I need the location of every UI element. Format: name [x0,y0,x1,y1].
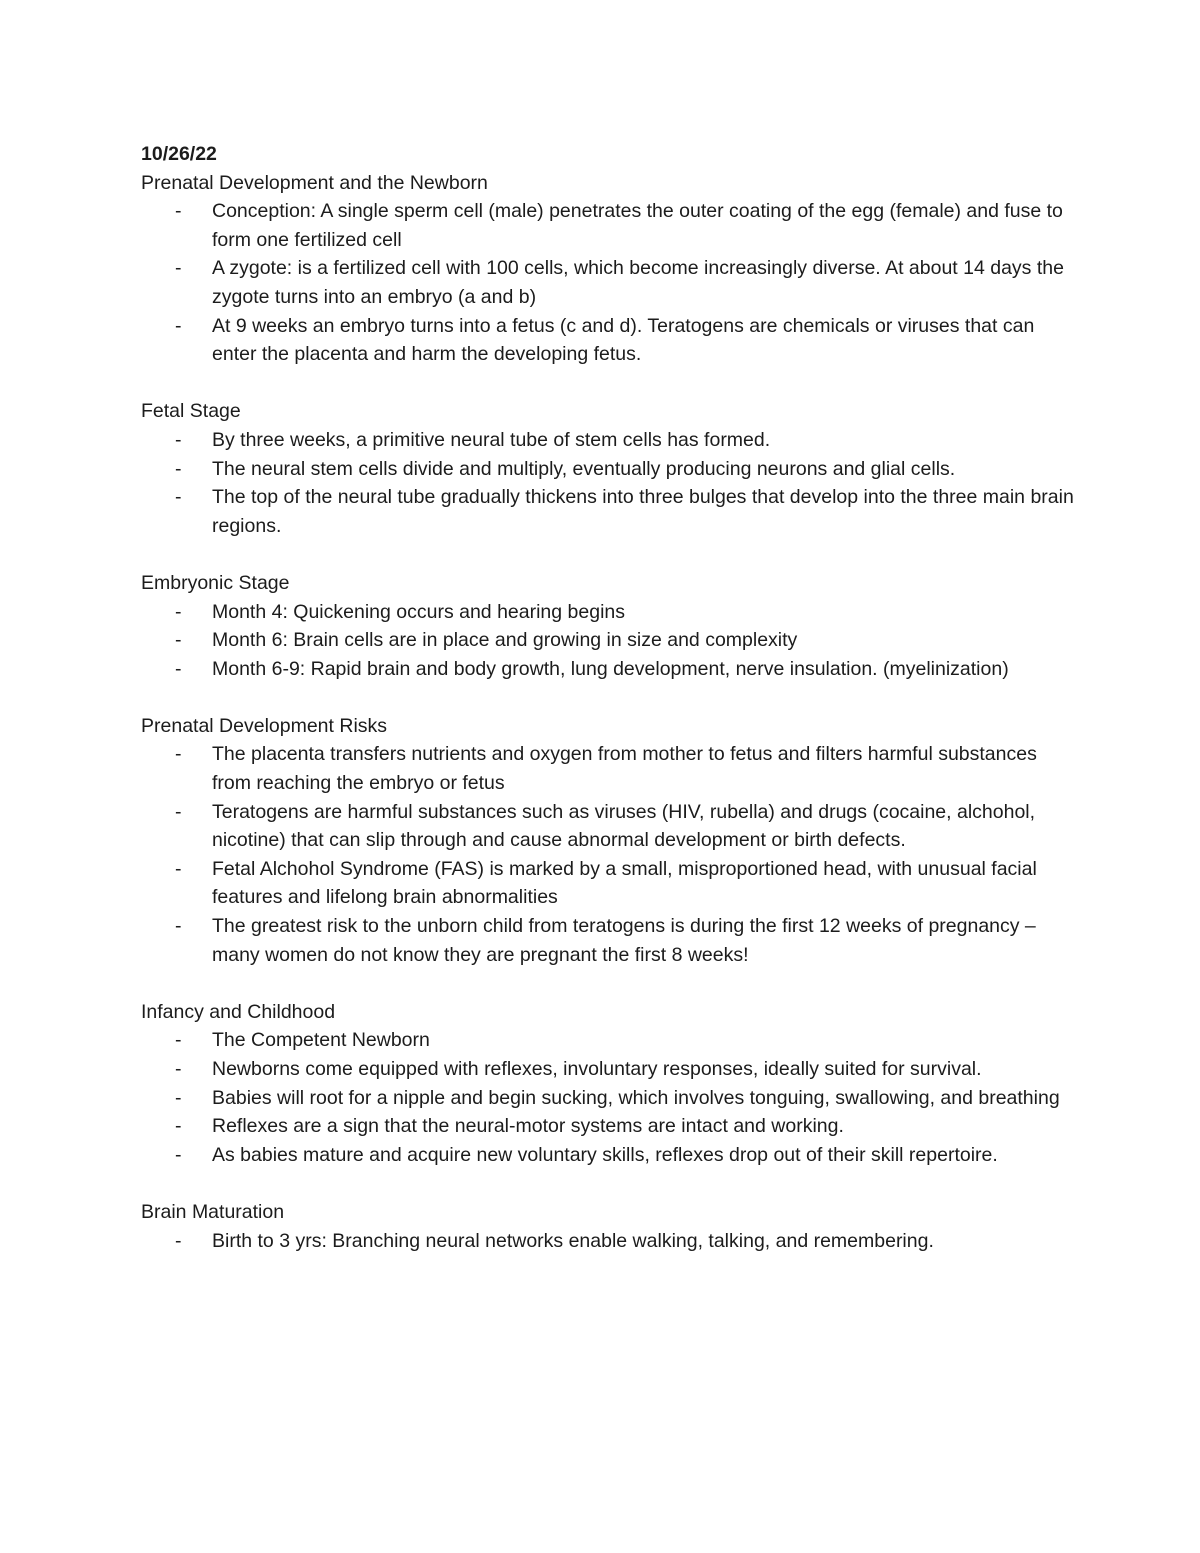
dash-bullet-icon: - [175,629,182,652]
list-item [141,455,1081,484]
list-item [141,740,1081,797]
bullet-list [141,197,1081,369]
list-item [141,1026,1081,1055]
bullet-list [141,1026,1081,1169]
dash-bullet-icon: - [175,857,182,880]
list-item-text: The placenta transfers nutrients and oxygen from mother to fetus and filters harmful substances from reaching the embryo or fetus [212,743,1037,795]
bullet-list [141,740,1081,969]
list-item-text: Month 4: Quickening occurs and hearing begins [212,600,626,623]
dash-bullet-icon: - [175,743,182,766]
dash-bullet-icon: - [175,657,182,680]
notes-section [141,397,1081,540]
bullet-list [141,598,1081,684]
section-heading: Brain Maturation [141,1200,285,1223]
list-item-text: The neural stem cells divide and multiply, eventually producing neurons and glial cells. [212,457,956,480]
section-heading: Prenatal Development Risks [141,714,388,737]
dash-bullet-icon: - [175,1115,182,1138]
notes-section [141,712,1081,969]
notes-section [141,569,1081,683]
section-heading: Fetal Stage [141,400,241,423]
section-heading: Prenatal Development and the Newborn [141,171,488,194]
notes-section [141,169,1081,369]
list-item [141,197,1081,254]
bullet-list [141,426,1081,540]
list-item [141,1055,1081,1084]
dash-bullet-icon: - [175,1086,182,1109]
list-item-text: Month 6-9: Rapid brain and body growth, lung development, nerve insulation. (myelinization) [212,657,1009,680]
note-date: 10/26/22 [141,143,217,165]
notes-section [141,998,1081,1170]
list-item-text: The top of the neural tube gradually thickens into three bulges that develop into the three main brain regions. [212,486,1074,537]
dash-bullet-icon: - [175,800,182,823]
dash-bullet-icon: - [175,1143,182,1166]
notes-section [141,1198,1081,1255]
list-item-text: Reflexes are a sign that the neural-motor systems are intact and working. [212,1115,844,1138]
list-item-text: Birth to 3 yrs: Branching neural networks enable walking, talking, and remembering. [212,1229,934,1252]
list-item-text: The Competent Newborn [212,1029,430,1052]
list-item-text: Conception: A single sperm cell (male) penetrates the outer coating of the egg (female) and fuse to form one fertilized cell [212,200,1063,251]
dash-bullet-icon: - [175,428,182,451]
dash-bullet-icon: - [175,200,182,223]
list-item [141,1112,1081,1141]
list-item [141,798,1081,855]
dash-bullet-icon: - [175,915,182,938]
dash-bullet-icon: - [175,457,182,480]
list-item [141,655,1081,684]
list-item [141,1084,1081,1113]
list-item [141,483,1081,540]
list-item-text: Fetal Alchohol Syndrome (FAS) is marked by a small, misproportioned head, with unusual facial features and lifelong brain abnormalities [212,857,1037,909]
list-item [141,598,1081,627]
list-item [141,312,1081,369]
list-item-text: Newborns come equipped with reflexes, involuntary responses, ideally suited for survival. [212,1058,982,1080]
list-item [141,912,1081,969]
notes-body [141,169,1081,1256]
list-item-text: Babies will root for a nipple and begin sucking, which involves tonguing, swallowing, and breathing [212,1086,1060,1109]
bullet-list [141,1227,1081,1256]
list-item [141,1227,1081,1256]
list-item-text: Teratogens are harmful substances such as viruses (HIV, rubella) and drugs (cocaine, alchohol, nicotine) that can slip through and cause abnormal development or birth defects. [212,800,1036,852]
list-item [141,1141,1081,1170]
dash-bullet-icon: - [175,314,182,337]
section-heading: Infancy and Childhood [141,1000,336,1023]
list-item-text: As babies mature and acquire new voluntary skills, reflexes drop out of their skill repertoire. [212,1143,998,1166]
document-page [141,140,1081,1255]
list-item [141,626,1081,655]
list-item [141,426,1081,455]
list-item-text: By three weeks, a primitive neural tube of stem cells has formed. [212,428,771,451]
list-item [141,855,1081,912]
list-item-text: The greatest risk to the unborn child from teratogens is during the first 12 weeks of pregnancy – many women do not know they are pregnant the first 8 weeks! [212,915,1036,966]
dash-bullet-icon: - [175,1229,182,1252]
section-heading: Embryonic Stage [141,571,290,594]
dash-bullet-icon: - [175,257,182,280]
dash-bullet-icon: - [175,1029,182,1052]
dash-bullet-icon: - [175,600,182,623]
list-item-text: Month 6: Brain cells are in place and growing in size and complexity [212,629,798,652]
dash-bullet-icon: - [175,486,182,509]
dash-bullet-icon: - [175,1058,182,1080]
list-item-text: A zygote: is a fertilized cell with 100 cells, which become increasingly diverse. At about 14 days the zygote turns into an embryo (a and b) [212,257,1064,308]
list-item-text: At 9 weeks an embryo turns into a fetus (c and d). Teratogens are chemicals or viruses that can enter the placenta and harm the developing fetus. [212,314,1035,366]
list-item [141,254,1081,311]
